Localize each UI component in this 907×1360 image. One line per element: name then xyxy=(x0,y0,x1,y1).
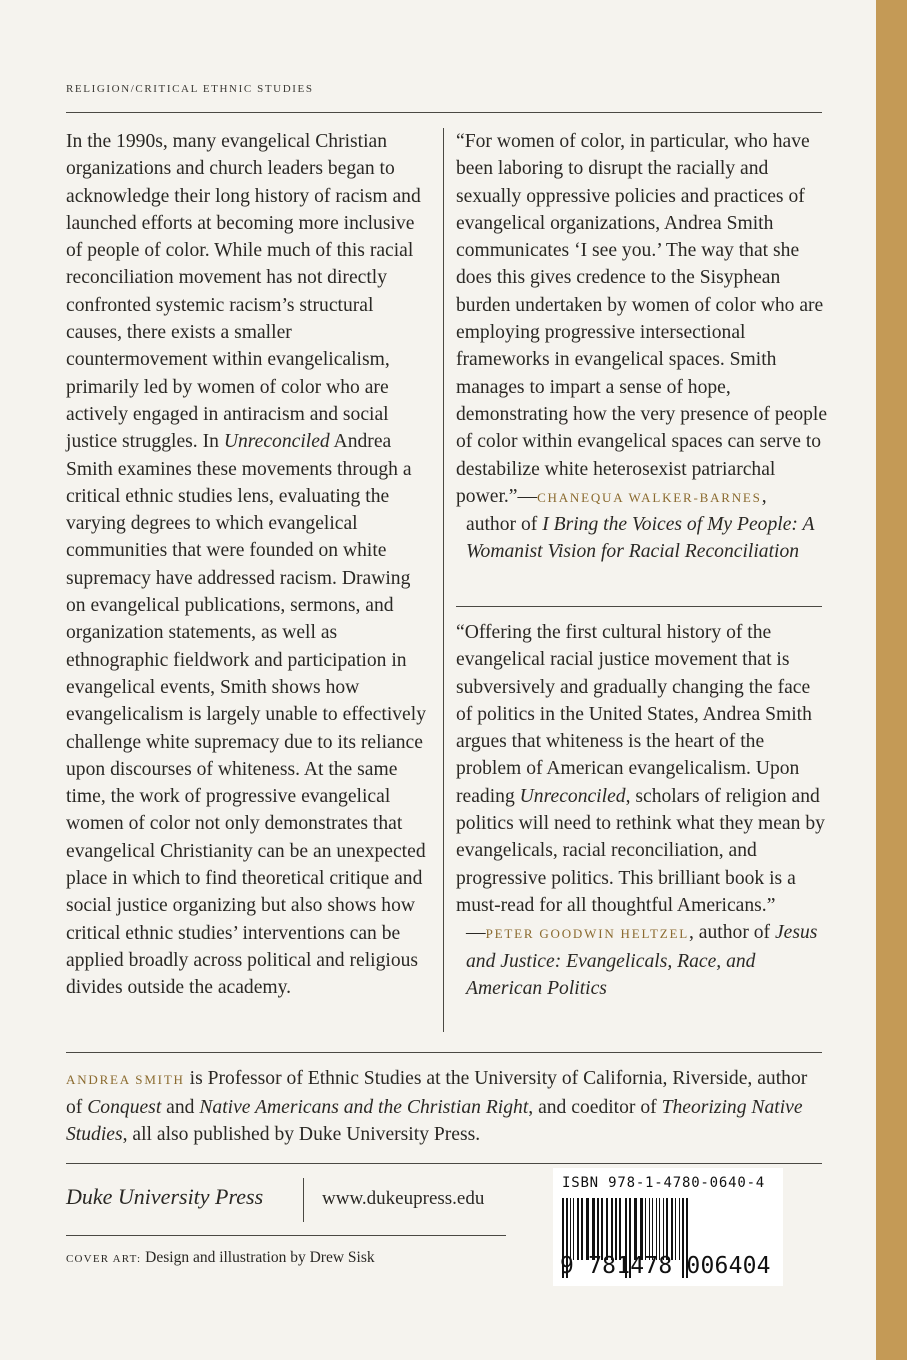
publisher-name: Duke University Press xyxy=(66,1184,264,1209)
barcode-bar xyxy=(663,1198,664,1260)
book-description: In the 1990s, many evangelical Christian organizations and church leaders began to acknowledge their long history of racism and launched efforts at becoming more inclusive of people of color. While much of this racial reconciliation movement has not directly confronted systemic racism’s structural causes, there exists a smaller countermovement within evangelicalism, primarily led by women of color who are actively engaged in antiracism and social justice struggles. In Unreconciled Andrea Smith examines these movements through a critical ethnic studies lens, evaluating the varying degrees to which evangelical communities that were founded on white supremacy have addressed racism. Drawing on evangelical publications, sermons, and organization statements, as well as ethnographic fieldwork and participation in evangelical events, Smith shows how evangelicalism is largely unable to effectively challenge white supremacy due to its reliance upon discourses of whiteness. At the same time, the work of progressive evangelical women of color not only demonstrates that evangelical Christianity can be an unexpected place in which to find theoretical critique and social justice organizing but also shows how critical ethnic studies’ interventions can be applied broadly across political and religious divides outside the academy. xyxy=(66,131,426,999)
barcode-bar xyxy=(666,1198,668,1260)
column-divider xyxy=(443,128,444,1032)
barcode-bar xyxy=(577,1198,579,1260)
barcode-bar xyxy=(611,1198,613,1260)
barcode-bar xyxy=(581,1198,583,1260)
barcode-bar xyxy=(679,1198,680,1260)
barcode-bar xyxy=(656,1198,657,1260)
cover-art-divider xyxy=(66,1235,506,1236)
top-divider xyxy=(66,112,822,113)
barcode-bar xyxy=(619,1198,621,1260)
blurb-heltzel: “Offering the first cultural history of the evangelical racial justice movement that is subversively and gradually changing the face of politics in the United States, Andrea Smith argues that whiteness is the heart of the problem of American evangelicalism. Upon reading Unreconciled, scholars of religion and politics will need to rethink what they mean by evangelicals, racial reconciliation, and progressive politics. This brilliant book is a must-read for all thoughtful Americans.” —PETER GOODWIN HELTZEL, author of Jesus and Justice: Evangelicals, Race, and American Politics xyxy=(456,622,825,999)
barcode-bar xyxy=(570,1198,571,1260)
blurb-walker-barnes: “For women of color, in particular, who have been laboring to disrupt the racially and sexually oppressive policies and practices of evangelical organizations, Andrea Smith communicates ‘I see you.’ The way that she does this gives credence to the Sisyphean burden undertaken by women of color who are employing progressive intersectional frameworks in evangelical spaces. Smith manages to impart a sense of hope, demonstrating how the very presence of people of color within evangelical spaces can serve to destabilize white heterosexist patriarchal power.”—CHANEQUA WALKER-BARNES, author of I Bring the Voices of My People: A Womanist Vision for Racial Reconciliation xyxy=(456,131,828,563)
blurb-book-title: Unreconciled xyxy=(519,785,626,807)
barcode-bar xyxy=(671,1198,673,1260)
barcode-bar xyxy=(586,1198,589,1260)
barcode-bar xyxy=(659,1198,660,1260)
barcode-bar xyxy=(606,1198,608,1260)
barcode-bar xyxy=(601,1198,603,1260)
author-name: ANDREA SMITH xyxy=(66,1072,185,1087)
bio-top-divider xyxy=(66,1052,822,1053)
barcode-bar xyxy=(645,1198,646,1260)
cover-art-credit: COVER ART: Design and illustration by Drew Sisk xyxy=(66,1249,375,1266)
blurb-book-title: Jesus and Justice: Evangelicals, Race, and American Politics xyxy=(466,922,818,999)
barcode-bar xyxy=(652,1198,653,1260)
footer-divider xyxy=(66,1163,822,1164)
isbn-number: ISBN 978-1-4780-0640-4 xyxy=(562,1175,766,1191)
blurb-divider xyxy=(456,606,822,607)
category-label: RELIGION/CRITICAL ETHNIC STUDIES xyxy=(66,83,314,95)
blurb-author-name: PETER GOODWIN HELTZEL xyxy=(485,926,689,942)
publisher-website[interactable]: www.dukeupress.edu xyxy=(322,1188,485,1209)
barcode-bar xyxy=(649,1198,650,1260)
barcode-bar xyxy=(640,1198,643,1260)
author-bio: ANDREA SMITH is Professor of Ethnic Studies at the University of California, Riverside, author of Conquest and Native Americans and the Christian Right, and coeditor of Theorizing Native Studies, all also published by Duke University Press. xyxy=(66,1068,808,1146)
barcode-bar xyxy=(597,1198,599,1260)
blurb-book-title: I Bring the Voices of My People: A Womanist Vision for Racial Reconciliation xyxy=(466,514,815,563)
barcode-bar xyxy=(573,1198,574,1260)
barcode-bar xyxy=(675,1198,676,1260)
book-spine-edge xyxy=(876,0,907,1360)
blurb-author-name: CHANEQUA WALKER-BARNES xyxy=(537,489,762,505)
barcode-digits: 9 781478 006404 xyxy=(560,1253,771,1279)
barcode-bar xyxy=(592,1198,595,1260)
footer-vertical-divider xyxy=(303,1178,304,1222)
barcode-bar xyxy=(615,1198,617,1260)
book-title: Unreconciled xyxy=(223,431,330,453)
barcode-bar xyxy=(634,1198,637,1260)
